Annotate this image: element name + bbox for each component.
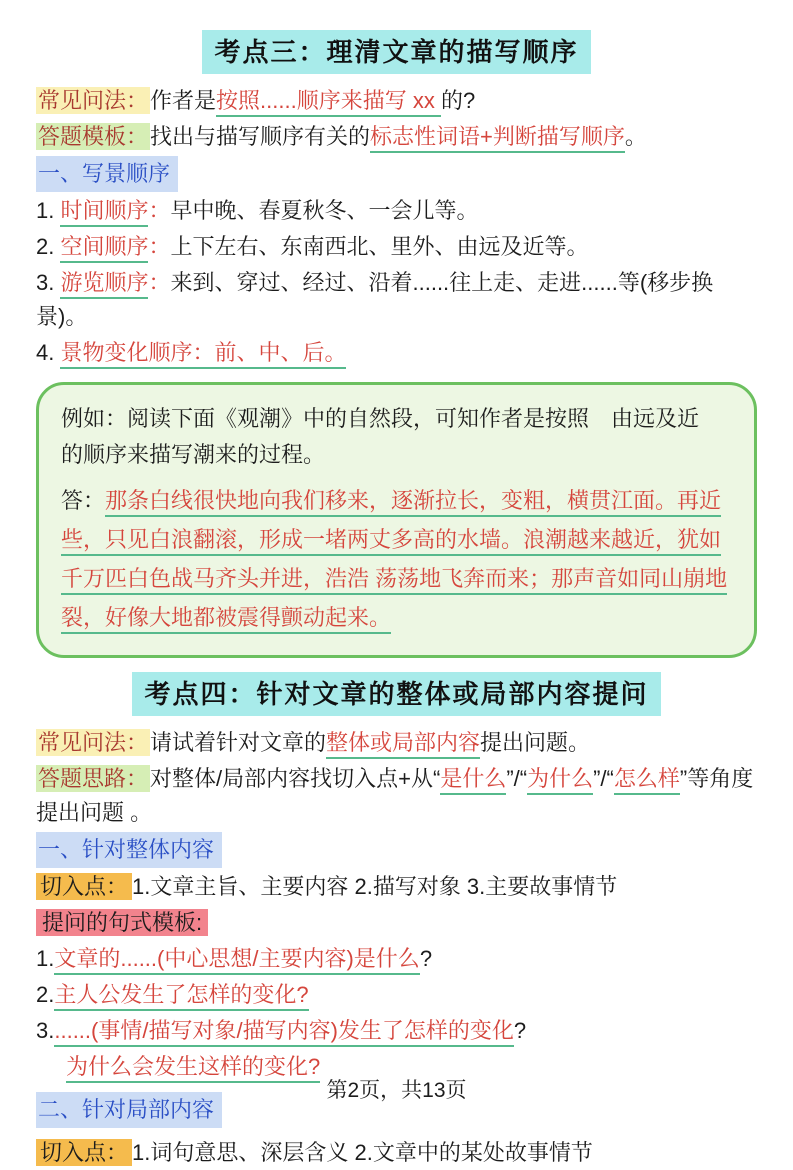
- section4-title-row: [36, 672, 757, 716]
- scenery-order-heading: 一、写景顺序: [36, 156, 757, 192]
- template-pre-text: 找出与描写顺序有关的: [150, 124, 371, 149]
- example-answer-text: 那条白线很快地向我们移来，逐渐拉长，变粗，横贯江面。再近些，只见白浪翻滚，形成一堵两丈多高的水墙。浪潮越来越近，犹如千万匹白色战马齐头并进，浩浩 荡荡地飞奔而来；那声音如同山崩地裂，好像大地都被震得颤动起来。: [61, 488, 727, 634]
- answer-approach-label: 答题思路：: [38, 766, 149, 791]
- question-template-label: 提问的句式模板:: [36, 909, 208, 936]
- question-pre-text: 作者是: [150, 88, 217, 113]
- common-question-label: 常见问法：: [38, 88, 149, 113]
- answer-template-label: 答题模板：: [38, 124, 149, 149]
- example-answer-label: 答：: [61, 488, 106, 513]
- partial-content-heading: 二、针对局部内容: [36, 1092, 757, 1128]
- entry-point-line-1: 切入点： 1.文章主旨、主要内容 2.描写对象 3.主要故事情节: [36, 870, 757, 904]
- phrase-what: 是什么: [440, 766, 506, 795]
- term-time-order: 时间顺序: [60, 198, 148, 227]
- answer-approach-line: 答题思路：对整体/局部内容找切入点+从“是什么”/“为什么”/“怎么样”等角度提出问题 。: [36, 766, 754, 825]
- entry-point-line-2: 切入点： 1.词句意思、深层含义 2.文章中的某处故事情节: [36, 1136, 757, 1170]
- list-item-tour-order: 3. 游览顺序：来到、穿过、经过、沿着......往上走、走进......等(移步换景)。: [36, 270, 714, 329]
- template-question-2: 2.主人公发生了怎样的变化?: [36, 978, 757, 1012]
- common-question-label-4: 常见问法：: [38, 730, 149, 755]
- list-item-space-order: 2. 空间顺序：上下左右、东南西北、里外、由远及近等。: [36, 230, 757, 264]
- page-number: 第2页，共13页: [326, 1079, 467, 1102]
- term-space-order: 空间顺序: [60, 234, 148, 263]
- section3-title-row: [36, 30, 757, 74]
- section-kaodian3: [36, 30, 757, 658]
- template-question-1: 1.文章的......(中心思想/主要内容)是什么?: [36, 942, 757, 976]
- question-template-heading: [36, 906, 757, 940]
- question-key-phrase-4: 整体或局部内容: [326, 730, 480, 759]
- answer-template-line: [36, 120, 757, 154]
- template-question-3b: 为什么会发生这样的变化?: [36, 1050, 757, 1084]
- whole-content-heading: 一、针对整体内容: [36, 832, 757, 868]
- example-answer: [61, 481, 732, 637]
- question-post-text: 的?: [440, 88, 476, 113]
- section3-title: 考点三：理清文章的描写顺序: [202, 30, 590, 74]
- phrase-why: 为什么: [527, 766, 593, 795]
- question-key-phrase: 按照......顺序来描写 xx: [216, 88, 441, 117]
- template-key-phrase: 标志性词语+判断描写顺序: [370, 124, 625, 153]
- template-question-3: 3.......(事情/描写对象/描写内容)发生了怎样的变化?: [36, 1014, 757, 1048]
- example-box: [36, 382, 757, 658]
- template-post-text: 。: [624, 124, 647, 149]
- entry-point-label-2: 切入点：: [36, 1139, 132, 1166]
- term-tour-order: 游览顺序: [60, 270, 148, 299]
- list-item-change-order: 4. 景物变化顺序：前、中、后。: [36, 336, 757, 370]
- common-question-line-4: 常见问法：请试着针对文章的整体或局部内容提出问题。: [36, 726, 757, 760]
- section4-title: 考点四：针对文章的整体或局部内容提问: [132, 672, 660, 716]
- common-question-line-3: [36, 84, 757, 118]
- term-change-order: 景物变化顺序：前、中、后。: [60, 340, 346, 369]
- example-intro: 例如：阅读下面《观潮》中的自然段，可知作者是按照 由远及近 的顺序来描写潮来的过程。: [61, 406, 722, 467]
- list-item-time-order: 1. 时间顺序：早中晚、春夏秋冬、一会儿等。: [36, 194, 757, 228]
- entry-point-label-1: 切入点：: [36, 873, 132, 900]
- phrase-how: 怎么样: [614, 766, 680, 795]
